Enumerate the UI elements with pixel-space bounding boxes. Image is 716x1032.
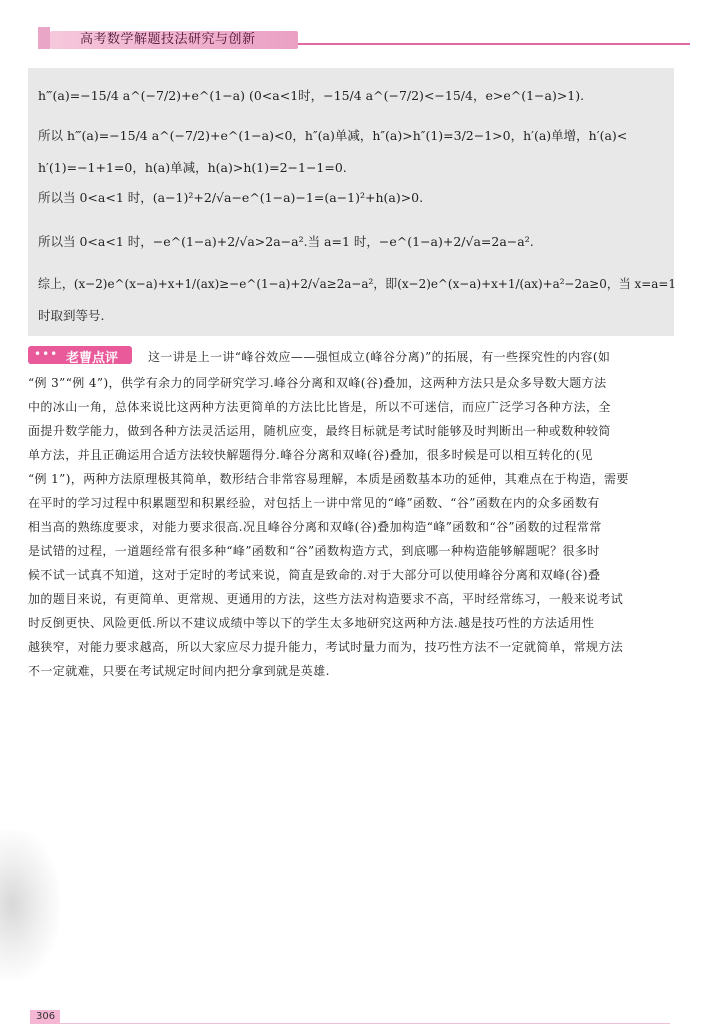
scan-smudge: [0, 830, 60, 980]
review-text-line: 在平时的学习过程中积累题型和积累经验，对包括上一讲中常见的“峰”函数、“谷”函数在内的众多函数有: [28, 496, 600, 510]
solution-line: 所以当 0<a<1 时，−e^(1−a)+2/√a>2a−a².当 a=1 时，−e^(1−a)+2/√a=2a−a².: [38, 234, 534, 249]
solution-line: 所以 h‴(a)=−15/4 a^(−7/2)+e^(1−a)<0，h″(a)单减，h″(a)>h″(1)=3/2−1>0，h′(a)单增，h′(a)<: [38, 128, 628, 143]
solution-line: 时取到等号.: [38, 308, 105, 323]
review-text-line: 越狭窄，对能力要求越高，所以大家应尽力提升能力，考试时量力而为，技巧性方法不一定就简单，常规方法: [28, 640, 624, 654]
review-text-line: 这一讲是上一讲“峰谷效应——强恒成立(峰谷分离)”的拓展，有一些探究性的内容(如: [148, 350, 611, 364]
review-text-line: 候不试一试真不知道，这对于定时的考试来说，简直是致命的.对于大部分可以使用峰谷分离和双峰(谷)叠: [28, 568, 601, 582]
review-text-line: 中的冰山一角，总体来说比这两种方法更简单的方法比比皆是，所以不可迷信，而应广泛学习各种方法，全: [28, 400, 611, 414]
review-text-line: 加的题目来说，有更简单、更常规、更通用的方法，这些方法对构造要求不高，平时经常练习，一般来说考试: [28, 592, 624, 606]
header-rule: [298, 43, 690, 45]
dots-icon: •••: [34, 347, 59, 361]
header-tab-decoration: [38, 27, 50, 49]
review-label: 老曹点评: [66, 351, 119, 366]
running-header: [20, 27, 670, 51]
footer-rule: [60, 1023, 670, 1024]
review-text-line: 时反倒更快、风险更低.所以不建议成绩中等以下的学生太多地研究这两种方法.越是技巧性的方法适用性: [28, 616, 595, 630]
book-title: 高考数学解题技法研究与创新: [80, 32, 256, 47]
solution-line: h′(1)=−1+1=0，h(a)单减，h(a)>h(1)=2−1−1=0.: [38, 160, 347, 175]
page-number: 306: [36, 1011, 56, 1022]
review-text-line: 不一定就难，只要在考试规定时间内把分拿到就是英雄.: [28, 664, 330, 678]
review-text-line: 面提升数学能力，做到各种方法灵活运用，随机应变，最终目标就是考试时能够及时判断出一种或数种较简: [28, 424, 611, 438]
solution-line: 所以当 0<a<1 时，(a−1)²+2/√a−e^(1−a)−1=(a−1)²+h(a)>0.: [38, 190, 424, 205]
review-badge: [28, 346, 132, 364]
review-text-line: 单方法，并且正确运用合适方法较快解题得分.峰谷分离和双峰(谷)叠加，很多时候是可以相互转化的(见: [28, 448, 594, 462]
review-text-line: “例 1”)，两种方法原理极其简单，数形结合非常容易理解，本质是函数基本功的延伸，其难点在于构造，需要: [28, 472, 629, 486]
review-text-line: 相当高的熟练度要求，对能力要求很高.况且峰谷分离和双峰(谷)叠加构造“峰”函数和“谷”函数的过程常常: [28, 520, 602, 534]
solution-line: 综上，(x−2)e^(x−a)+x+1/(ax)≥−e^(1−a)+2/√a≥2a−a²，即(x−2)e^(x−a)+x+1/(ax)+a²−2a≥0，当 x=a=1: [38, 276, 676, 291]
review-text-line: “例 3”“例 4”)，供学有余力的同学研究学习.峰谷分离和双峰(谷)叠加，这两种方法只是众多导数大题方法: [28, 376, 607, 390]
review-text-line: 是试错的过程，一道题经常有很多种“峰”函数和“谷”函数构造方式，到底哪一种构造能够解题呢？很多时: [28, 544, 600, 558]
solution-line: h‴(a)=−15/4 a^(−7/2)+e^(1−a) (0<a<1时，−15/4 a^(−7/2)<−15/4，e>e^(1−a)>1).: [38, 88, 585, 103]
